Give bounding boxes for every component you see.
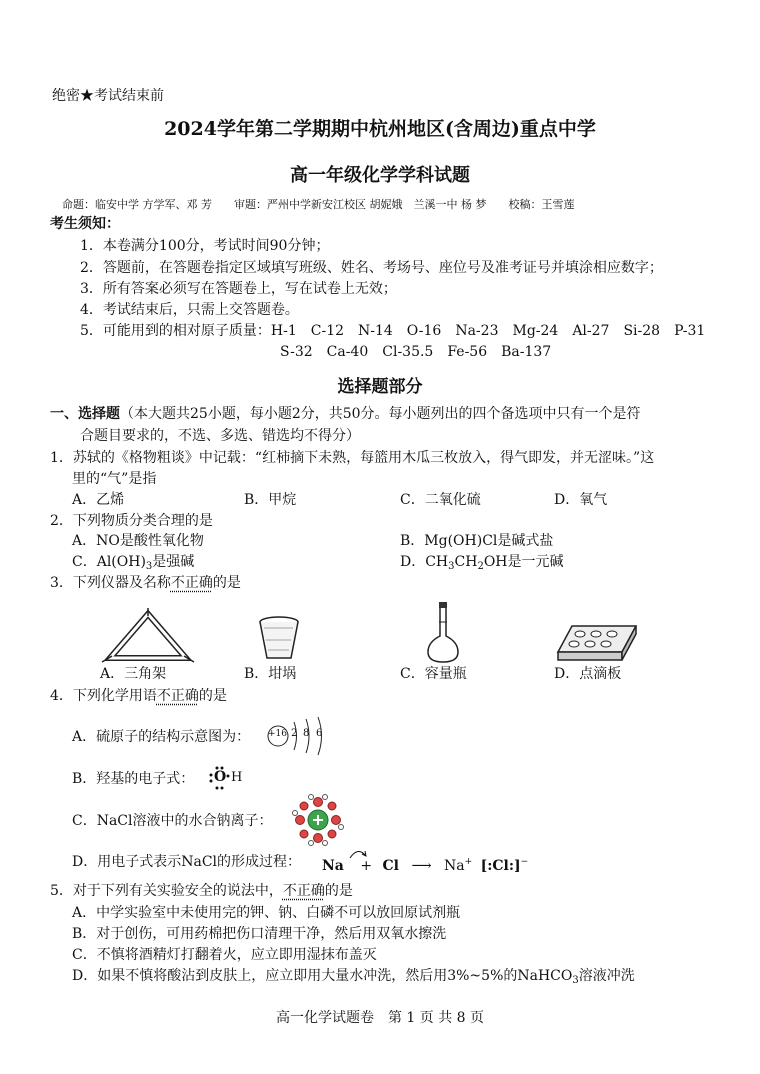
q4-stem-post: 的是 xyxy=(198,688,227,704)
section-intro-cont: 合题目要求的，不选、多选、错选均不得分） xyxy=(80,428,360,444)
section-intro-bold: 一、选择题 xyxy=(50,406,120,422)
q2-c-sub: 3 xyxy=(145,561,153,572)
triangle-frame-icon xyxy=(100,606,200,664)
section-intro-rest: （本大题共25小题，每小题2分，共50分。每小题列出的四个备选项中只有一个是符 xyxy=(120,406,641,422)
q5-option-b: B．对于创伤，可用药棉把伤口清理干净，然后用双氧水擦洗 xyxy=(72,926,447,942)
q1-option-b: B．甲烷 xyxy=(244,492,297,508)
q3-stem-post: 的是 xyxy=(212,575,241,591)
q4-stem-pre: 4．下列化学用语 xyxy=(50,688,157,704)
q5-stem xyxy=(50,881,353,901)
q5-d-pre: D．如果不慎将酸沾到皮肤上，应立即用大量水冲洗，然后用3%~5%的NaHCO xyxy=(72,968,573,984)
atom-shell-3: 6 xyxy=(316,728,323,739)
q1-option-a: A．乙烯 xyxy=(72,492,125,508)
q2-d-post: OH是一元碱 xyxy=(483,554,564,570)
notice-item-5: 5．可能用到的相对原子质量：H-1 C-12 N-14 O-16 Na-23 Mg-24 Al-27 Si-28 P-31 xyxy=(80,323,706,339)
notice-heading: 考生须知： xyxy=(50,216,120,232)
q1-stem: 1．苏轼的《格物粗谈》中记载：“红柿摘下未熟，每篮用木瓜三枚放入，得气即发，并无涩味。”这 xyxy=(50,450,655,466)
q5-option-d xyxy=(72,966,635,991)
spot-plate-icon xyxy=(556,622,638,664)
exam-subtitle: 高一年级化学学科试题 xyxy=(290,165,470,186)
notice-item-4: 4．考试结束后，只需上交答题卷。 xyxy=(80,302,299,318)
authors-line: 命题：临安中学 方学军、邓 芳 审题：严州中学新安江校区 胡妮娥 兰溪一中 杨 梦 校稿：王雪莲 xyxy=(62,198,575,211)
q5-stem-pre: 5．对于下列有关实验安全的说法中， xyxy=(50,883,283,899)
q2-d-sub2: 2 xyxy=(477,561,484,572)
q2-c-pre: C．Al(OH) xyxy=(72,554,146,570)
exam-title: 2024学年第二学期期中杭州地区(含周边)重点中学 xyxy=(164,118,596,140)
volumetric-flask-icon xyxy=(426,602,460,664)
q2-option-d xyxy=(400,552,564,577)
hydroxyl-electron-formula xyxy=(208,764,248,792)
q2-c-post: 是强碱 xyxy=(152,554,195,570)
notice-item-3: 3．所有答案必须写在答题卷上，写在试卷上无效； xyxy=(80,281,397,297)
nacl-cl-charge: − xyxy=(520,857,529,867)
section-intro xyxy=(50,404,641,424)
sulfur-atom-diagram xyxy=(266,716,338,756)
q4-option-c: C．NaCl溶液中的水合钠离子： xyxy=(72,813,273,829)
q3-option-b: B．坩埚 xyxy=(244,666,297,682)
q5-option-c: C．不慎将酒精灯打翻着火，应立即用湿抹布盖灭 xyxy=(72,947,377,963)
notice-item-2: 2．答题前，在答题卷指定区域填写班级、姓名、考场号、座位号及准考证号并填涂相应数字； xyxy=(80,260,663,276)
crucible-icon xyxy=(258,614,300,662)
q5-option-a: A．中学实验室中未使用完的钾、钠、白磷不可以放回原试剂瓶 xyxy=(72,905,461,921)
nacl-na-ion: Na xyxy=(443,858,465,874)
nacl-na: Na xyxy=(322,858,344,874)
nacl-na-charge: + xyxy=(464,857,473,867)
q4-option-b: B．羟基的电子式： xyxy=(72,771,195,787)
atom-shell-2: 8 xyxy=(303,728,310,739)
q5-stem-emph: 不正确 xyxy=(282,883,325,899)
q5-d-sub: 3 xyxy=(572,975,579,986)
notice-item-1: 1．本卷满分100分，考试时间90分钟； xyxy=(80,238,330,254)
q4-stem-emph: 不正确 xyxy=(156,688,199,704)
q3-option-a: A．三角架 xyxy=(100,666,167,682)
electron-transfer-arrow-icon xyxy=(348,846,368,860)
atom-nucleus: +16 xyxy=(268,729,287,739)
q2-option-b: B．Mg(OH)Cl是碱式盐 xyxy=(400,533,554,549)
q4-option-a: A．硫原子的结构示意图为： xyxy=(72,729,251,745)
q3-option-c: C．容量瓶 xyxy=(400,666,467,682)
page-footer: 高一化学试题卷 第 1 页 共 8 页 xyxy=(275,1010,485,1026)
section-title: 选择题部分 xyxy=(337,377,423,397)
q2-stem: 2．下列物质分类合理的是 xyxy=(50,513,213,529)
q3-stem-emph: 不正确 xyxy=(170,575,213,591)
nacl-cl-ion: [:Cl:] xyxy=(480,858,521,874)
q2-d-mid: CH xyxy=(454,554,478,570)
q3-stem xyxy=(50,573,241,593)
q2-option-a: A．NO是酸性氧化物 xyxy=(72,533,204,549)
hydroxyl-h: H xyxy=(231,770,243,785)
secret-label: 绝密★考试结束前 xyxy=(52,88,164,104)
q2-d-sub1: 3 xyxy=(448,561,455,572)
q4-option-d: D．用电子式表示NaCl的形成过程： xyxy=(72,854,302,870)
hydroxyl-o: O xyxy=(214,769,227,785)
q2-d-pre: D．CH xyxy=(400,554,449,570)
nacl-plus-sign: + xyxy=(360,858,373,874)
q4-stem xyxy=(50,686,227,706)
q5-d-post: 溶液冲洗 xyxy=(578,968,635,984)
hydrated-sodium-ion-icon xyxy=(292,794,344,846)
nacl-arrow: ⟶ xyxy=(411,858,432,874)
q3-option-d: D．点滴板 xyxy=(554,666,622,682)
q5-stem-post: 的是 xyxy=(324,883,353,899)
nacl-cl: Cl xyxy=(382,858,399,874)
q3-stem-pre: 3．下列仪器及名称 xyxy=(50,575,171,591)
q1-stem-cont: 里的“气”是指 xyxy=(72,471,157,487)
nacl-formation xyxy=(322,852,528,876)
notice-item-5-cont: S-32 Ca-40 Cl-35.5 Fe-56 Ba-137 xyxy=(280,344,552,360)
atom-shell-1: 2 xyxy=(291,728,298,739)
q1-option-c: C．二氧化硫 xyxy=(400,492,481,508)
q1-option-d: D．氧气 xyxy=(554,492,608,508)
